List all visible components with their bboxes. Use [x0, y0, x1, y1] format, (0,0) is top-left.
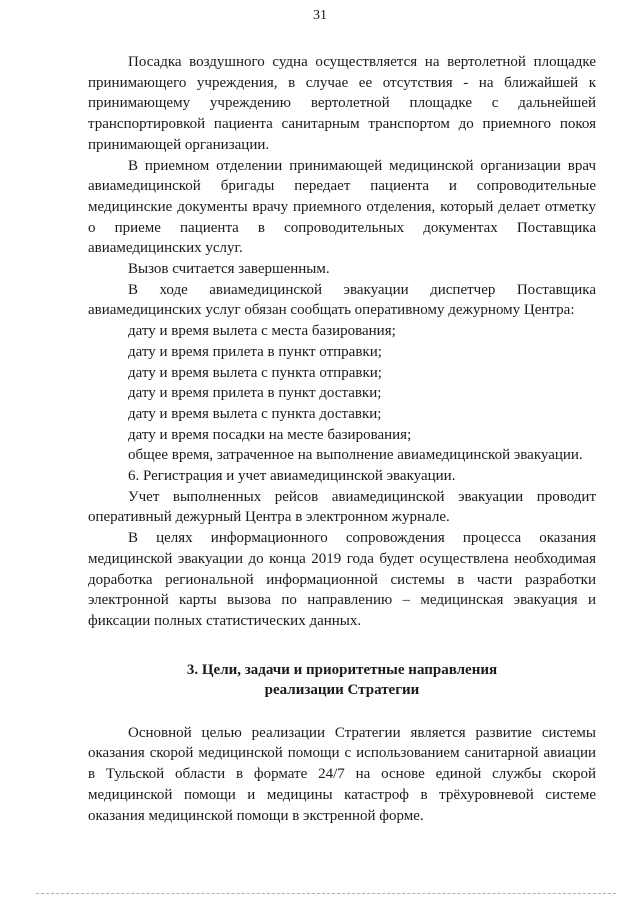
paragraph-reception: В приемном отделении принимающей медицинской организации врач авиамедицинской бригады передает пациента и сопроводительные медицинские документы врачу приемного отделения, который делает отметку о приеме пациента в сопроводительных документах Поставщика авиамедицинских услуг.: [88, 157, 596, 257]
paragraph-flight-log: Учет выполненных рейсов авиамедицинской эвакуации проводит оперативный дежурный Центра в электронном журнале.: [88, 488, 596, 526]
paragraph-information-system: В целях информационного сопровождения процесса оказания медицинской эвакуации до конца 2019 года будет осуществлена необходимая доработка региональной информационной системы в части разработки электронной карты вызова по направлению – медицинская эвакуация и фиксации полных статистических данных.: [88, 530, 596, 629]
section-heading: [88, 660, 596, 701]
list-item: дату и время вылета с места базирования;: [128, 323, 396, 340]
section-heading-line-1: 3. Цели, задачи и приоритетные направления: [186, 661, 498, 678]
page-number: 31: [313, 8, 327, 23]
section-heading-line-2: реализации Стратегии: [264, 682, 420, 699]
list-item: дату и время прилета в пункт отправки;: [128, 343, 382, 360]
document-body: [88, 52, 596, 826]
report-list: [88, 321, 596, 466]
list-item: дату и время прилета в пункт доставки;: [128, 385, 382, 402]
footer-divider: [36, 893, 616, 894]
paragraph-landing: Посадка воздушного судна осуществляется на вертолетной площадке принимающего учреждения, в случае ее отсутствия - на ближайшей к принимающему учреждению вертолетной площадке с дальнейшей транспортировкой пациента санитарным транспортом до приемного покоя принимающей организации.: [88, 54, 596, 153]
list-item: дату и время посадки на месте базирования;: [128, 426, 412, 443]
list-item: общее время, затраченное на выполнение авиамедицинской эвакуации.: [128, 447, 583, 464]
paragraph-dispatcher-duties: В ходе авиамедицинской эвакуации диспетчер Поставщика авиамедицинских услуг обязан сообщать оперативному дежурному Центра:: [88, 281, 596, 319]
paragraph-call-completed: Вызов считается завершенным.: [128, 261, 330, 278]
list-item: дату и время вылета с пункта отправки;: [128, 364, 382, 381]
list-item: дату и время вылета с пункта доставки;: [128, 405, 382, 422]
paragraph-registration: 6. Регистрация и учет авиамедицинской эвакуации.: [128, 468, 456, 485]
paragraph-main-goal: Основной целью реализации Стратегии является развитие системы оказания скорой медицинской помощи с использованием санитарной авиации в Тульской области в формате 24/7 на основе единой службы скорой медицинской помощи и медицины катастроф в трёхуровневой системе оказания медицинской помощи в экстренной форме.: [88, 724, 596, 824]
